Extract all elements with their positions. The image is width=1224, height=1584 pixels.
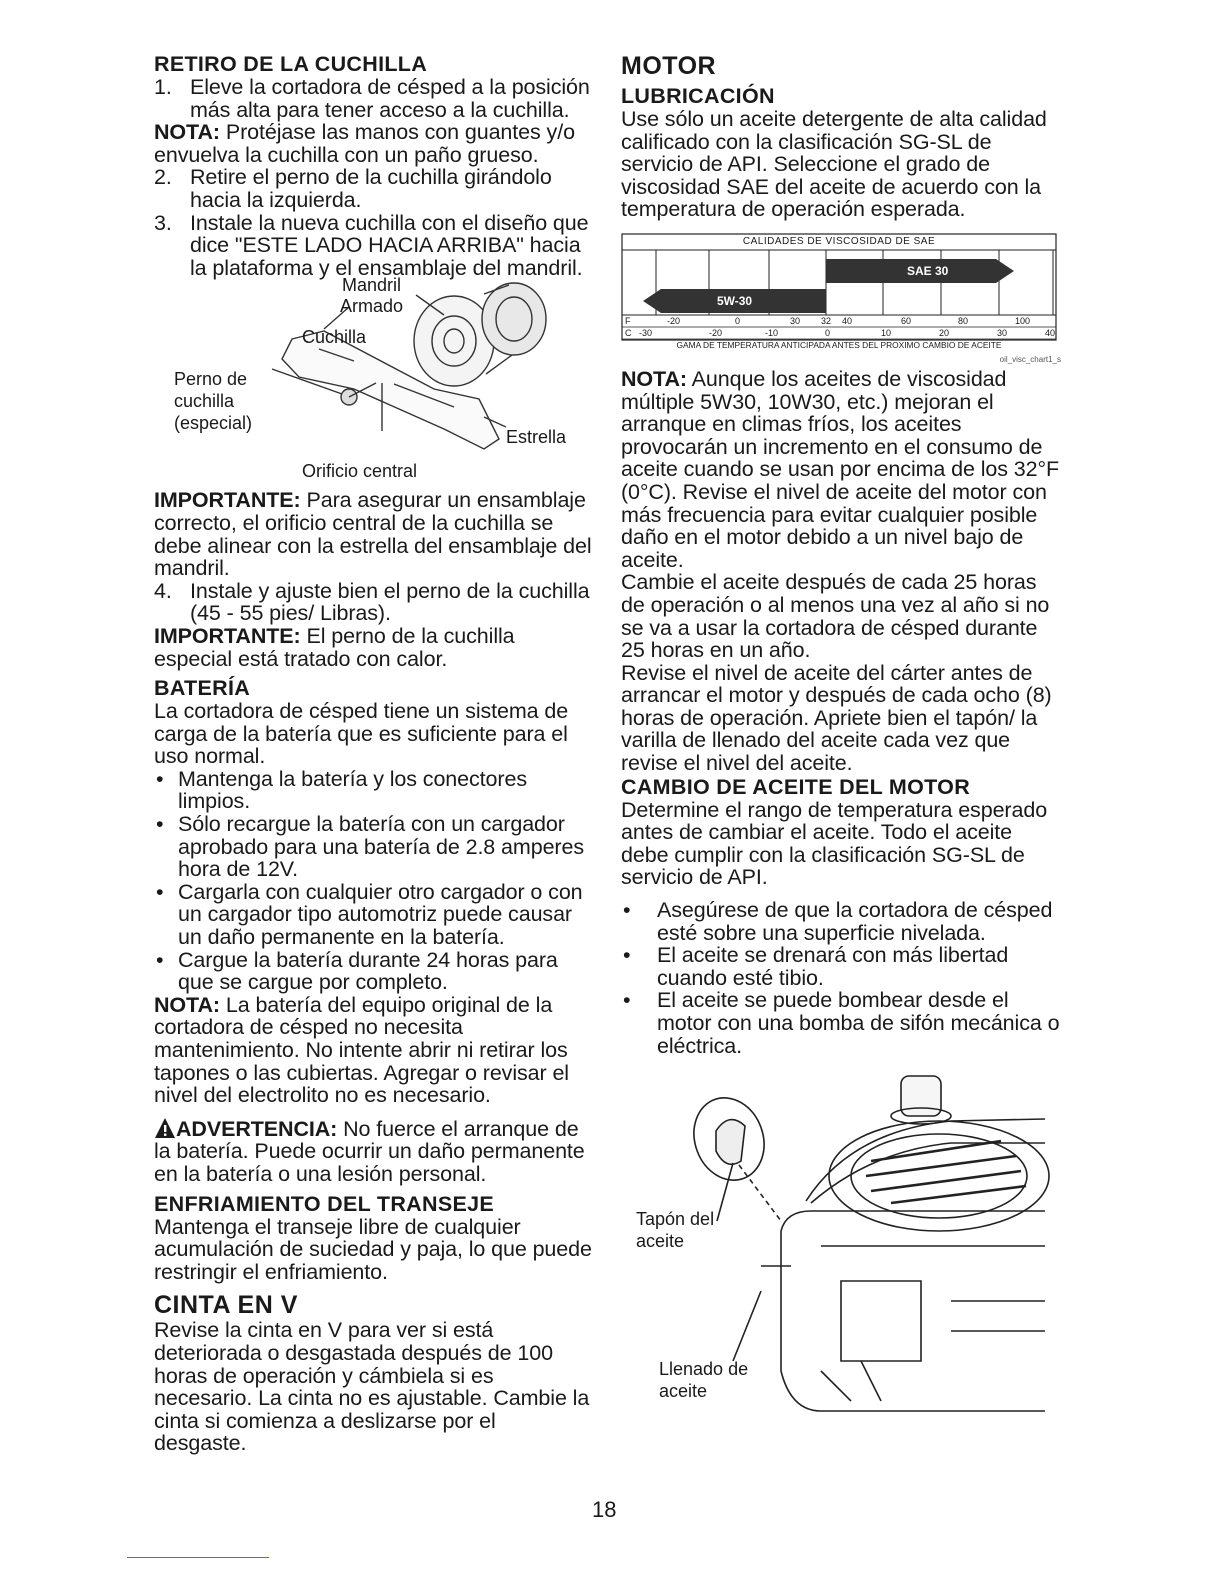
battery-intro: La cortadora de césped tiene un sistema de carga de la batería que es suficiente para el uso normal. (154, 699, 569, 769)
cuchilla-label: Cuchilla (302, 327, 367, 348)
motor-heading: MOTOR (621, 52, 717, 80)
oil-change-interval: Cambie el aceite después de cada 25 horas de operación o al menos una vez al año si no se va a usar la cortadora de césped durante 25 horas en un año. (621, 570, 1050, 663)
f-tick: 30 (790, 315, 801, 326)
left-column (154, 52, 592, 1455)
c-tick: -20 (709, 327, 723, 338)
engine-figure (621, 1071, 1061, 1431)
mandril-label: Mandril (342, 275, 402, 296)
warning-icon (154, 1117, 176, 1139)
viscosity-chart (621, 233, 1057, 353)
sae30-label: SAE 30 (907, 263, 949, 278)
note-label: NOTA: (154, 992, 220, 1017)
c-tick: 0 (825, 327, 831, 338)
bullet-text: Cargue la batería durante 24 horas para que se cargue por completo. (178, 947, 558, 995)
bullet-text: El aceite se puede bombear desde el motor con una bomba de sifón mecánica o eléctrica. (657, 988, 1060, 1058)
chart-code: oil_visc_chart1_s (999, 354, 1061, 364)
battery-bullet: • Cargue la batería durante 24 horas para que se cargue por completo. (154, 949, 592, 994)
right-column (621, 52, 1061, 1431)
perno-label-1: Perno de (174, 369, 248, 390)
f-tick: 0 (735, 315, 741, 326)
note-viscosity (621, 368, 1061, 571)
step-1 (154, 76, 592, 121)
vbelt-text: Revise la cinta en V para ver si está deteriorada o desgastada después de 100 horas de operación y cámbiela si es necesario. La cinta no es ajustable. Cambie la cinta si comienza a deslizarse por el desgaste. (154, 1318, 590, 1456)
vbelt-heading: CINTA EN V (154, 1291, 298, 1320)
viscosity-chart-graphic (621, 233, 1057, 353)
f-tick: 40 (842, 315, 853, 326)
chart-range-label: GAMA DE TEMPERATURA ANTICIPADA ANTES DEL PROXIMO CAMBIO DE ACEITE (676, 339, 1002, 350)
bullet-text: Mantenga la batería y los conectores limpios. (178, 766, 527, 814)
bottom-link-line (127, 1557, 269, 1558)
note-text: Protéjase las manos con guantes y/o envuelva la cuchilla con un paño grueso. (154, 120, 575, 167)
transaxle-text: Mantenga el transeje libre de cualquier acumulación de suciedad y paja, lo que puede restringir el enfriamiento. (154, 1214, 592, 1284)
note-battery (154, 994, 592, 1107)
note-label: NOTA: (154, 120, 220, 145)
lubrication-text: Use sólo un aceite detergente de alta calidad calificado con la clasificación SG-SL de servicio de API. Seleccione el grado de viscosidad SAE del aceite de acuerdo con la temperatura de operación esperada. (621, 107, 1047, 222)
step-text: Retire el perno de la cuchilla girándolo hacia la izquierda. (190, 165, 552, 212)
f-tick: 80 (958, 315, 969, 326)
estrella-label: Estrella (506, 427, 567, 448)
battery-heading: BATERÍA (154, 676, 251, 701)
step-number: 1. (154, 75, 172, 99)
f-tick: 32 (821, 315, 832, 326)
warning-text: No fuerce el arranque de la batería. Puede ocurrir un daño permanente en la batería o una lesión personal. (154, 1116, 585, 1186)
bullet-text: El aceite se drenará con más libertad cuando esté tibio. (657, 943, 1009, 990)
oil-cap-label-1: Tapón del (636, 1209, 715, 1230)
f-tick: 60 (901, 315, 912, 326)
important-text: Para asegurar un ensamblaje correcto, el orificio central de la cuchilla se debe alinear con la estrella del ensamblaje del mandril. (154, 488, 592, 581)
chart-title: CALIDADES DE VISCOSIDAD DE SAE (742, 235, 936, 247)
oil-change-heading: CAMBIO DE ACEITE DEL MOTOR (621, 774, 971, 799)
important-label: IMPORTANTE: (154, 488, 301, 513)
oil-fill-label-1: Llenado de (659, 1359, 749, 1380)
c-tick: 40 (1045, 327, 1056, 338)
c-tick: 30 (997, 327, 1008, 338)
bullet-text: Cargarla con cualquier otro cargador o con un cargador tipo automotriz puede causar un daño permanente en la batería. (178, 879, 583, 950)
important-bolt (154, 625, 592, 670)
warning-label: ADVERTENCIA: (176, 1116, 338, 1141)
oil-change-text: Determine el rango de temperatura esperado antes de cambiar el aceite. Todo el aceite debe cumplir con la clasificación SG-SL de servicio de API. (621, 797, 1048, 890)
step-text: Eleve la cortadora de césped a la posición más alta para tener acceso a la cuchilla. (190, 75, 590, 122)
battery-bullet: • Sólo recargue la batería con un cargador aprobado para una batería de 2.8 amperes hora de 12V. (154, 813, 592, 881)
step-text: Instale la nueva cuchilla con el diseño que dice "ESTE LADO HACIA ARRIBA" hacia la plataforma y el ensamblaje del mandril. (190, 210, 589, 280)
oil-cap-label-2: aceite (636, 1231, 685, 1252)
celsius-label: C (625, 327, 632, 338)
warning-battery (154, 1117, 592, 1186)
important-label: IMPORTANTE: (154, 623, 301, 648)
blade-removal-heading: RETIRO DE LA CUCHILLA (154, 52, 428, 76)
note-gloves (154, 121, 592, 166)
c-tick: 20 (939, 327, 950, 338)
armado-label: Armado (340, 296, 404, 317)
oil-bullet: • El aceite se drenará con más libertad cuando esté tibio. (621, 944, 1061, 989)
f-tick: -20 (667, 315, 681, 326)
blade-figure (154, 275, 592, 489)
note-label: NOTA: (621, 366, 687, 391)
note-text: La batería del equipo original de la cortadora de césped no necesita mantenimiento. No intente abrir ni retirar los tapones o las cubiertas. Agregar o revisar el nivel del electrolito no es necesario. (154, 992, 569, 1108)
f-tick: 100 (1015, 315, 1031, 326)
oil-fill-label-2: aceite (659, 1381, 708, 1402)
perno-label-3: (especial) (174, 413, 253, 434)
step-number: 3. (154, 210, 172, 235)
oil-bullet: • El aceite se puede bombear desde el motor con una bomba de sifón mecánica o eléctrica. (623, 988, 1060, 1058)
battery-bullet: • Cargarla con cualquier otro cargador o con un cargador tipo automotriz puede causar un daño permanente en la batería. (154, 881, 592, 949)
step-3 (154, 212, 592, 280)
step-number: 4. (154, 578, 172, 603)
step-number: 2. (154, 165, 172, 190)
note-text: Aunque los aceites de viscosidad múltiple 5W30, 10W30, etc.) mejoran el arranque en climas fríos, los aceites provocarán un incremento en el consumo de aceite cuando se usan por encima de los 32°F (0°C). Revise el nivel de aceite del motor con más frecuencia para evitar cualquier posible daño en el motor debido a un nivel bajo de aceite. (621, 366, 1060, 572)
page-number: 18 (592, 1497, 617, 1522)
step-4 (154, 580, 592, 625)
transaxle-heading: ENFRIAMIENTO DEL TRANSEJE (154, 1191, 494, 1216)
c-tick: -30 (639, 327, 653, 338)
c-tick: 10 (881, 327, 892, 338)
important-alignment (154, 489, 592, 579)
orificio-label: Orificio central (302, 461, 418, 482)
sae5w30-label: 5W-30 (717, 293, 753, 308)
oil-bullet: • Asegúrese de que la cortadora de césped esté sobre una superficie nivelada. (621, 899, 1061, 944)
lubrication-heading: LUBRICACIÓN (621, 84, 775, 108)
step-2 (154, 166, 592, 211)
oil-check-text: Revise el nivel de aceite del cárter antes de arrancar el motor y después de cada ocho (8) horas de operación. Apriete bien el tapón/ la varilla de llenado del aceite cada vez que revise el nivel del aceite. (621, 660, 1052, 776)
c-tick: -10 (765, 327, 779, 338)
bullet-text: Sólo recargue la batería con un cargador aprobado para una batería de 2.8 amperes hora de 12V. (178, 812, 584, 882)
important-text: El perno de la cuchilla especial está tratado con calor. (154, 623, 515, 671)
fahrenheit-label: F (625, 315, 631, 326)
bullet-text: Asegúrese de que la cortadora de césped esté sobre una superficie nivelada. (657, 898, 1053, 945)
step-text: Instale y ajuste bien el perno de la cuchilla (45 - 55 pies/ Libras). (190, 578, 590, 626)
battery-bullet: • Mantenga la batería y los conectores limpios. (154, 768, 592, 813)
perno-label-2: cuchilla (174, 391, 235, 412)
